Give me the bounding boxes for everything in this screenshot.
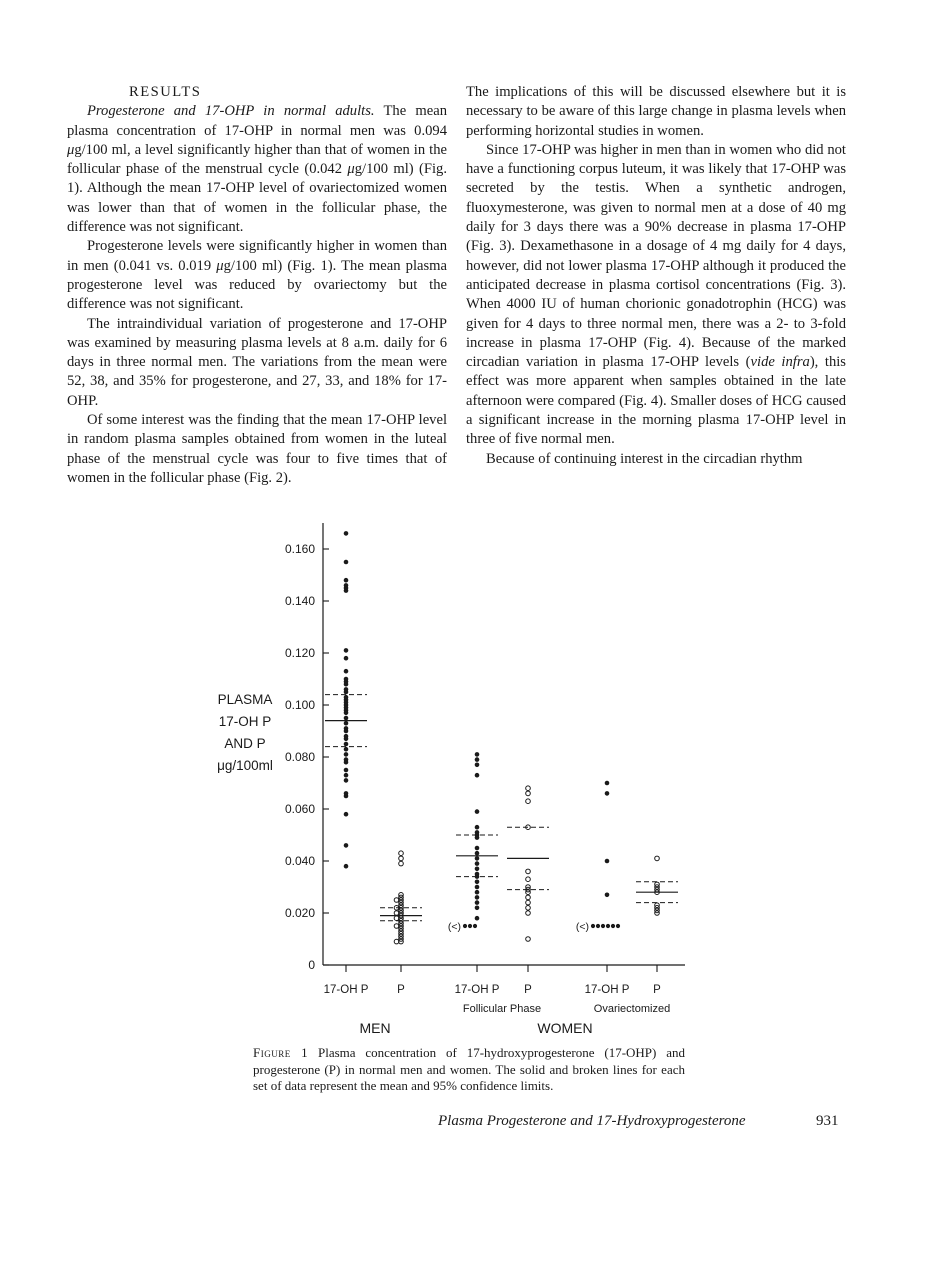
y-tick-label: 0.100 (284, 698, 315, 712)
paragraph: The implications of this will be discussed elsewhere but it is necessary to be aware of this large change in plasma levels when performing horizontal studies in women. (466, 84, 846, 139)
data-point (526, 799, 531, 804)
data-point (475, 851, 480, 856)
data-point (475, 856, 480, 861)
data-point (344, 729, 349, 734)
y-axis-label: PLASMA (217, 692, 273, 707)
below-detection-label: (<) (447, 921, 461, 933)
caption-text: Plasma concentration of 17-hydroxyprogesterone (17-OHP) and progesterone (P) in normal men and women. The solid and broken lines for each set of data represent the mean and 95% confidence limits. (253, 1045, 686, 1093)
data-point (475, 880, 480, 885)
data-point (344, 682, 349, 687)
x-tick-label: P (653, 984, 661, 996)
data-point (611, 924, 615, 928)
data-point (399, 851, 404, 856)
group-label-women: WOMEN (537, 1020, 593, 1036)
data-point (468, 924, 472, 928)
data-point (344, 794, 349, 799)
y-axis-label: AND P (224, 736, 266, 751)
y-axis-label: μg/100ml (217, 758, 273, 773)
data-point (526, 791, 531, 796)
data-point (394, 939, 399, 944)
data-point (394, 898, 399, 903)
emphasis: vide infra (750, 354, 810, 371)
data-point (344, 778, 349, 783)
data-point (526, 900, 531, 905)
group-label-men: MEN (359, 1020, 391, 1036)
data-point (394, 911, 399, 916)
data-point (344, 864, 349, 869)
paragraph: The intraindividual variation of progesterone and 17-OHP was examined by measuring plasma levels at 8 a.m. daily for 6 days in three normal men. The variations from the mean were 52, 38, and 35% for progesterone, and 27, 33, and 18% for 17-OHP. (67, 315, 447, 409)
below-detection-label: (<) (575, 921, 589, 933)
data-point (526, 906, 531, 911)
data-point (344, 648, 349, 653)
y-tick-label: 0 (308, 958, 315, 972)
data-point (475, 885, 480, 890)
right-text-column (466, 83, 846, 469)
x-tick-label: 17-OH P (454, 984, 500, 996)
data-point (605, 893, 610, 898)
y-tick-label: 0.160 (284, 542, 315, 556)
y-tick-label: 0.020 (284, 906, 315, 920)
paragraph: Progesterone levels were significantly higher in women than in men (0.041 vs. 0.019 μg/100 ml) (Fig. 1). The mean plasma progesterone level was reduced by ovariectomy but the difference was not significant. (67, 238, 447, 313)
data-point (344, 737, 349, 742)
x-tick-label: P (397, 984, 405, 996)
data-point (655, 856, 660, 861)
data-point (526, 895, 531, 900)
data-point (344, 760, 349, 765)
paragraph-lead: Progesterone and 17-OHP in normal adults. (87, 103, 375, 120)
x-tick-label: 17-OH P (323, 984, 369, 996)
data-point (344, 656, 349, 661)
paragraph: Progesterone and 17-OHP in normal adults. The mean plasma concentration of 17-OHP in normal men was 0.094 μg/100 ml, a level significantly higher than that of women in the follicular phase of the menstrual cycle (0.042 μg/100 ml) (Fig. 1). Although the mean 17-OHP level of ovariectomized women was lower than that of women in the follicular phase, the difference was not significant. (67, 103, 448, 236)
data-point (475, 895, 480, 900)
data-point (605, 859, 610, 864)
data-point (399, 861, 404, 866)
data-point (475, 825, 480, 830)
data-point (526, 869, 531, 874)
data-point (344, 711, 349, 716)
data-point (475, 835, 480, 840)
y-axis-label: 17-OH P (218, 714, 272, 729)
data-point (394, 916, 399, 921)
data-point (475, 861, 480, 866)
data-point (344, 752, 349, 757)
y-tick-label: 0.040 (284, 854, 315, 868)
data-point (344, 560, 349, 565)
y-tick-label: 0.120 (284, 646, 315, 660)
data-point (475, 890, 480, 895)
data-point (596, 924, 600, 928)
data-point (394, 924, 399, 929)
data-point (344, 812, 349, 817)
data-point (475, 752, 480, 757)
data-point (344, 843, 349, 848)
data-point (344, 531, 349, 536)
data-point (473, 924, 477, 928)
data-point (344, 669, 349, 674)
data-point (399, 856, 404, 861)
y-tick-label: 0.080 (284, 750, 315, 764)
data-point (526, 877, 531, 882)
scatter-chart (215, 520, 705, 1040)
data-point (344, 716, 349, 721)
paragraph: Because of continuing interest in the circadian rhythm (486, 450, 803, 467)
data-point (344, 588, 349, 593)
data-point (344, 747, 349, 752)
data-point (605, 791, 610, 796)
data-point (344, 721, 349, 726)
data-point (591, 924, 595, 928)
paragraph: Since 17-OHP was higher in men than in women who did not have a functioning corpus luteum, it was likely that 17-OHP was secreted by the testis. When a synthetic androgen, fluoxymesterone, was given to normal men at a dose of 40 mg daily for 3 days there was a 90% decrease in plasma 17-OHP (Fig. 3). Dexamethasone in a dosage of 4 mg daily for 4 days, however, did not lower plasma 17-OHP although it produced the anticipated decrease in plasma cortisol concentrations (Fig. 3). When 4000 IU of human chorionic gonadotrophin (HCG) was given for 4 days to three normal men, there was a 2- to 3-fold increase in plasma 17-OHP (Fig. 4). Because of the marked circadian variation in plasma 17-OHP levels (vide infra), this effect was more apparent when samples obtained in the late afternoon were compared (Fig. 4). Smaller doses of HCG caused a significant increase in the morning plasma 17-OHP level in three of five normal men. (466, 141, 846, 448)
data-point (475, 773, 480, 778)
y-tick-label: 0.140 (284, 594, 315, 608)
subgroup-label: Ovariectomized (593, 1003, 671, 1015)
page-number: 931 (816, 1113, 839, 1129)
data-point (526, 786, 531, 791)
figure-1 (215, 520, 705, 1040)
data-point (463, 924, 467, 928)
data-point (526, 937, 531, 942)
data-point (475, 809, 480, 814)
data-point (606, 924, 610, 928)
x-tick-label: P (524, 984, 532, 996)
data-point (344, 578, 349, 583)
data-point (475, 900, 480, 905)
data-point (601, 924, 605, 928)
running-title: Plasma Progesterone and 17-Hydroxyprogesterone (438, 1113, 746, 1129)
data-point (475, 846, 480, 851)
data-point (605, 781, 610, 786)
x-tick-label: 17-OH P (584, 984, 630, 996)
data-point (526, 911, 531, 916)
data-point (344, 773, 349, 778)
subgroup-label: Follicular Phase (462, 1003, 542, 1015)
data-point (475, 906, 480, 911)
data-point (475, 867, 480, 872)
data-point (475, 763, 480, 768)
figure-caption (253, 1045, 685, 1095)
data-point (475, 757, 480, 762)
data-point (475, 916, 480, 921)
data-point (616, 924, 620, 928)
section-heading: RESULTS (129, 84, 202, 100)
data-point (344, 742, 349, 747)
data-point (344, 768, 349, 773)
caption-label: Figure 1 (253, 1045, 309, 1060)
paragraph: Of some interest was the finding that the mean 17-OHP level in random plasma samples obtained from women in the luteal phase of the menstrual cycle was four to five times that of women in the follicular phase (Fig. 2). (67, 412, 447, 486)
left-text-column (67, 83, 447, 488)
y-tick-label: 0.060 (284, 802, 315, 816)
data-point (344, 690, 349, 695)
